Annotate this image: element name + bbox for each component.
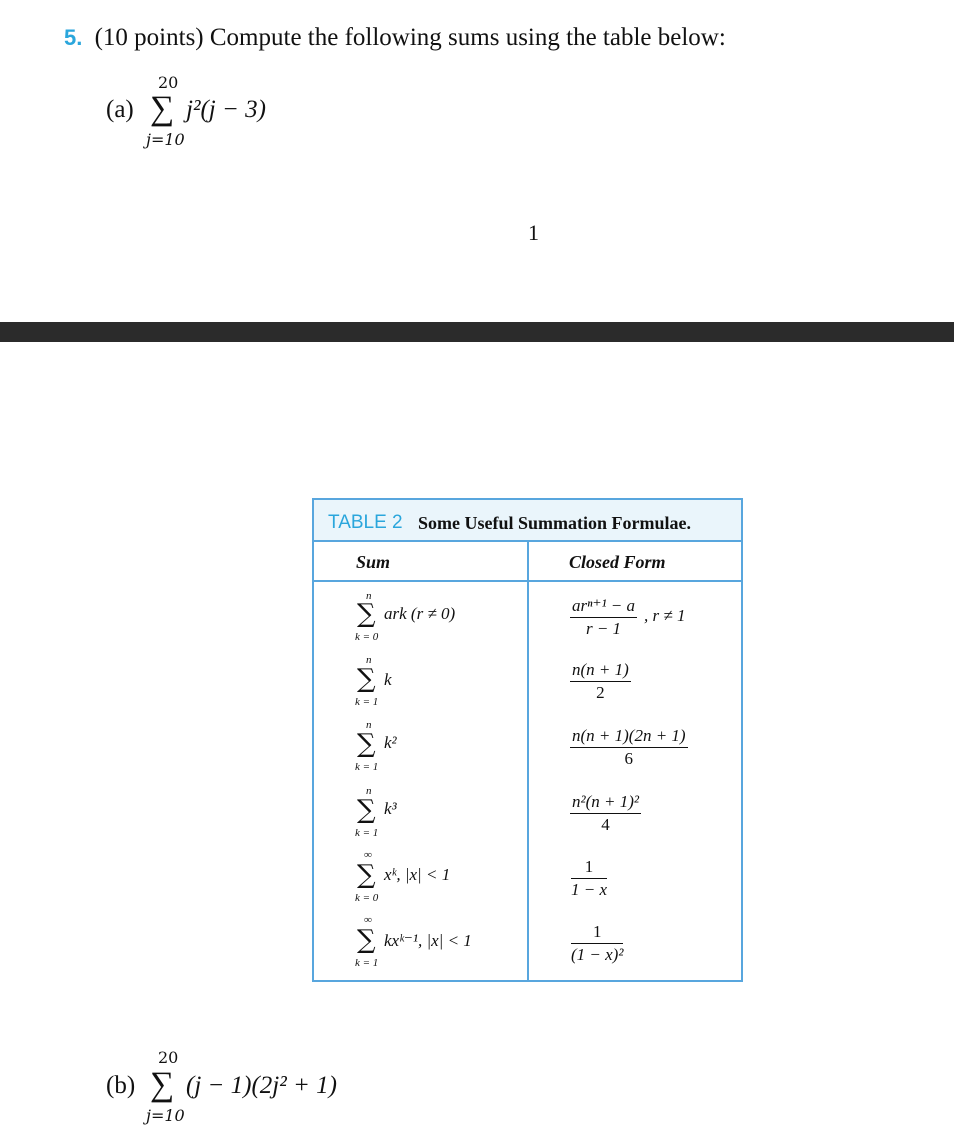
row-sum-body: ark (r ≠ 0): [384, 604, 456, 623]
sigma-icon: ∑: [357, 664, 376, 694]
closed-form-denominator: 4: [601, 815, 610, 834]
row-sum-body: k²: [384, 733, 397, 752]
summation-table: [312, 498, 743, 982]
part-a-upper-limit: 20: [158, 73, 179, 92]
row-upper-limit: ∞: [364, 914, 372, 926]
column-divider: [527, 542, 529, 982]
row-upper-limit: n: [366, 785, 372, 797]
part-a-label: (a): [106, 96, 134, 123]
part-b-upper-limit: 20: [158, 1048, 179, 1067]
closed-form-numerator: n²(n + 1)²: [570, 792, 641, 814]
row-lower-limit: k = 0: [355, 892, 379, 904]
part-a-lower-limit: j=10: [146, 130, 185, 149]
problem-text: (10 points) Compute the following sums using the table below:: [94, 24, 726, 51]
part-b-lower-limit: j=10: [146, 1106, 185, 1125]
table-label: TABLE 2: [328, 512, 403, 533]
part-b-label: (b): [106, 1072, 136, 1099]
row-closed-form: [570, 792, 641, 835]
closed-form-denominator: 2: [596, 683, 605, 702]
closed-form-denominator: (1 − x)²: [571, 945, 624, 964]
sigma-icon: ∑: [357, 599, 376, 629]
sigma-icon: ∑: [357, 860, 376, 890]
row-upper-limit: n: [366, 719, 372, 731]
row-closed-form: [571, 922, 623, 965]
row-sum-body: xᵏ, |x| < 1: [384, 865, 451, 884]
page-divider: [0, 322, 954, 342]
problem-statement: [64, 24, 726, 52]
row-lower-limit: k = 1: [355, 827, 379, 839]
row-lower-limit: k = 1: [355, 696, 379, 708]
row-closed-form: [570, 660, 631, 703]
row-upper-limit: n: [366, 590, 372, 602]
row-closed-form: [570, 596, 637, 639]
row-sum-body: kxᵏ⁻¹, |x| < 1: [384, 931, 472, 950]
table-caption: [314, 500, 741, 542]
closed-form-numerator: n(n + 1)(2n + 1): [570, 726, 688, 748]
row-upper-limit: n: [366, 654, 372, 666]
column-header-closed-form: Closed Form: [569, 552, 666, 572]
part-a-sigma-icon: ∑: [150, 90, 175, 127]
problem-number: 5.: [64, 25, 83, 50]
part-b-sigma-icon: ∑: [150, 1066, 175, 1103]
column-header-sum: Sum: [356, 552, 391, 572]
row-upper-limit: ∞: [364, 849, 372, 861]
part-a-expression: j²(j − 3): [186, 96, 266, 123]
row-sum-body: k: [384, 670, 392, 689]
closed-form-condition: , r ≠ 1: [644, 606, 686, 625]
row-lower-limit: k = 1: [355, 957, 379, 969]
table-title: Some Useful Summation Formulae.: [418, 513, 691, 533]
sigma-icon: ∑: [357, 795, 376, 825]
closed-form-denominator: r − 1: [585, 619, 622, 638]
part-b-expression: (j − 1)(2j² + 1): [186, 1072, 337, 1099]
row-closed-form: [571, 857, 607, 900]
closed-form-denominator: 1 − x: [571, 880, 608, 899]
row-lower-limit: k = 1: [355, 761, 379, 773]
closed-form-numerator: arⁿ⁺¹ − a: [570, 596, 637, 618]
sigma-icon: ∑: [357, 729, 376, 759]
row-closed-form: [570, 726, 688, 769]
closed-form-numerator: 1: [571, 857, 607, 879]
closed-form-numerator: 1: [571, 922, 623, 944]
closed-form-denominator: 6: [624, 749, 634, 768]
row-sum-body: k³: [384, 799, 397, 818]
sigma-icon: ∑: [357, 925, 376, 955]
closed-form-numerator: n(n + 1): [570, 660, 631, 682]
page-number: 1: [528, 220, 539, 245]
row-lower-limit: k = 0: [355, 631, 379, 643]
